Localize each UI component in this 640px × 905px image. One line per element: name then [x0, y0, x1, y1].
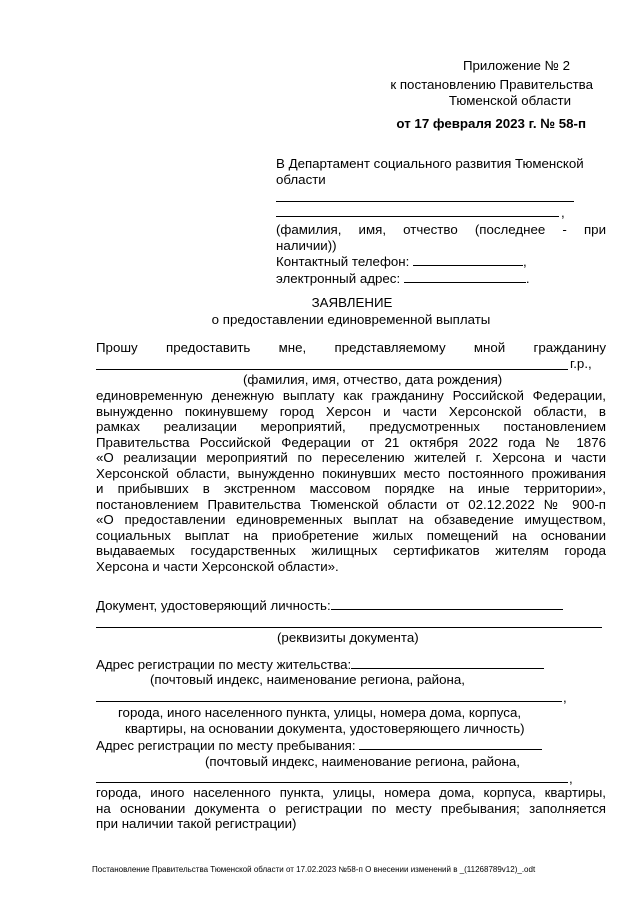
residence-address-line-2[interactable] — [96, 701, 562, 702]
request-text-line: «О предоставлении единовременных выплат на обзаведение имуществом, — [96, 512, 606, 527]
identity-document-field[interactable] — [331, 597, 563, 610]
stay-address-label: Адрес регистрации по месту пребывания: — [96, 738, 356, 753]
appendix-label: Приложение № 2 — [462, 58, 570, 73]
request-text-line: постановлением Правительства Тюменской области от 02.12.2022 № 900-п — [96, 496, 606, 512]
request-text-line: и прибывших в экстренном массовом порядке на иные территории», — [96, 481, 606, 496]
phone-end: , — [523, 254, 527, 269]
citizen-name-line[interactable] — [96, 369, 568, 370]
statement-title: ЗАЯВЛЕНИЕ — [311, 295, 393, 310]
request-text-line: вынужденно покинувшему город Херсон и части Херсонской области, в — [96, 403, 606, 419]
applicant-name-comma: , — [561, 205, 565, 220]
email-field[interactable] — [404, 270, 526, 283]
request-line-1: Прошу предоставить мне, представляемому мной гражданину — [96, 340, 606, 355]
phone-label: Контактный телефон: — [276, 254, 410, 269]
stay-address-hint-1: (почтовый индекс, наименование региона, района, — [205, 754, 520, 769]
identity-document-hint: (реквизиты документа) — [277, 630, 419, 645]
request-text-line: Правительства Российской Федерации от 21 октября 2022 года № 1876 — [96, 434, 606, 450]
residence-address-hint-3: квартиры, на основании документа, удостоверяющего личность) — [125, 721, 525, 736]
request-text-line: социальных выплат на приобретение жилых помещений на основании — [96, 527, 606, 543]
request-text — [96, 388, 606, 574]
applicant-name-line-2[interactable] — [276, 216, 559, 217]
addressee-line-2: области — [276, 172, 326, 187]
stay-address-hint-4: при наличии такой регистрации) — [96, 816, 297, 831]
stay-address-comma: , — [569, 771, 573, 786]
phone-field[interactable] — [413, 253, 523, 266]
request-text-line: выдаваемых государственных жилищных сертификатов жителям города — [96, 543, 606, 558]
identity-document-line-2[interactable] — [96, 627, 602, 628]
request-text-last-line: Херсона и части Херсонской области». — [96, 558, 339, 574]
addressee-line-1: В Департамент социального развития Тюменской — [276, 156, 584, 171]
email-end: . — [525, 271, 530, 286]
document-footer: Постановление Правительства Тюменской области от 17.02.2023 №58-п О внесении изменений в _(11268789v12)_.odt — [92, 865, 536, 874]
statement-subtitle: о предоставлении единовременной выплаты — [211, 312, 491, 327]
stay-address-hint-2: города, иного населенного пункта, улицы, номера дома, корпуса, квартиры, — [96, 785, 606, 800]
citizen-name-hint: (фамилия, имя, отчество, дата рождения) — [243, 372, 503, 387]
residence-address-row — [96, 656, 544, 673]
residence-address-field[interactable] — [351, 656, 544, 669]
residence-address-hint-1: (почтовый индекс, наименование региона, района, — [150, 672, 465, 687]
region-label: Тюменской области — [448, 93, 571, 108]
resolution-date-number: от 17 февраля 2023 г. № 58-п — [396, 116, 586, 131]
stay-address-row — [96, 737, 542, 754]
residence-address-label: Адрес регистрации по месту жительства: — [96, 657, 352, 672]
residence-address-comma: , — [563, 690, 567, 705]
applicant-name-hint-2: наличии)) — [276, 238, 337, 253]
request-text-line: единовременную денежную выплату как гражданину Российской Федерации, — [96, 388, 606, 403]
birth-year-label: г.р., — [570, 356, 592, 371]
request-text-line: рамках реализации мероприятий, предусмотренных постановлением — [96, 419, 606, 434]
residence-address-hint-2: города, иного населенного пункта, улицы, номера дома, корпуса, — [118, 705, 522, 720]
stay-address-field[interactable] — [359, 737, 542, 750]
email-label: электронный адрес: — [276, 271, 401, 286]
email-row — [276, 270, 530, 287]
request-text-line: Херсонской области, вынужденно покинувших место постоянного проживания — [96, 465, 606, 481]
request-text-line: «О реализации мероприятий по переселению жителей г. Херсона и части — [96, 450, 606, 465]
applicant-name-line-1[interactable] — [276, 201, 574, 202]
applicant-name-hint-1: (фамилия, имя, отчество (последнее - при — [276, 222, 606, 237]
to-resolution-label: к постановлению Правительства — [390, 77, 593, 92]
stay-address-line-2[interactable] — [96, 782, 568, 783]
identity-document-row — [96, 597, 563, 614]
identity-document-label: Документ, удостоверяющий личность: — [96, 598, 331, 613]
stay-address-hints — [96, 785, 606, 832]
phone-row — [276, 253, 527, 270]
stay-address-hint-3: на основании документа о регистрации по месту пребывания; заполняется — [96, 800, 606, 816]
